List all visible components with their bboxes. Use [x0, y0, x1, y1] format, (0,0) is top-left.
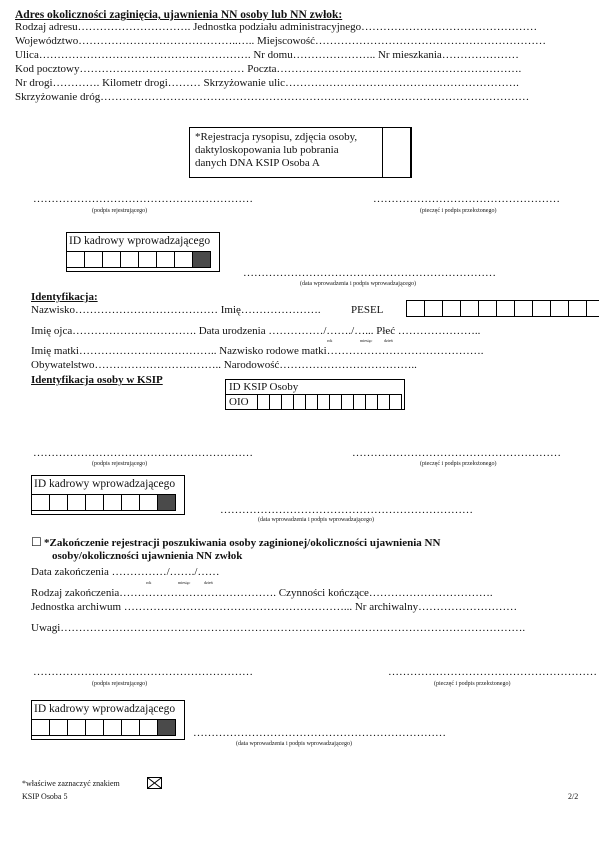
ksip-id-cells[interactable]: [258, 394, 402, 410]
id-box-label: ID kadrowy wprowadzającego: [34, 478, 176, 490]
date-sub-month: miesiąc: [178, 580, 191, 585]
entry-date-label: (data wprowadzenia i podpis wprowadzającego): [258, 517, 374, 523]
oio-label: OIO: [229, 396, 249, 408]
ksip-heading: Identyfikacja osoby w KSIP: [31, 374, 163, 386]
closing-checkbox[interactable]: ☐: [31, 535, 42, 549]
identification-citizenship-row: Obywatelstwo…………………………….. Narodowość………………………………..: [31, 359, 417, 371]
signature-dots-registrar: ……………………………………………………: [33, 447, 253, 459]
address-row-type: Rodzaj adresu…………………………. Jednostka podziału administracyjnego…………………………………………: [15, 21, 538, 33]
page-number: 2/2: [568, 792, 579, 801]
registration-text-1: *Rejestracja rysopisu, zdjęcia osoby,: [195, 131, 358, 143]
date-sub-year: rok: [327, 338, 333, 343]
id-cells[interactable]: [67, 251, 211, 268]
closing-type-row: Rodzaj zakończenia……………………………………. Czynności kończące…………………………….: [31, 587, 493, 599]
closing-remarks-row: Uwagi……………………………………………………………………………………………………………….: [31, 622, 526, 634]
registration-text-2: daktyloskopowania lub pobrania: [195, 144, 339, 156]
footer-note: *właściwe zaznaczyć znakiem: [22, 779, 120, 788]
address-heading: Adres okoliczności zaginięcia, ujawnienia NN osoby lub NN zwłok:: [15, 9, 343, 21]
signature-label-registrar: (podpis rejestrującego): [92, 681, 148, 687]
id-cells[interactable]: [32, 494, 176, 511]
date-sub-day: dzień: [384, 338, 393, 343]
date-sub-month: miesiąc: [360, 338, 373, 343]
entry-date-dots: ……………………………………………………………: [193, 727, 446, 739]
id-box-label: ID kadrowy wprowadzającego: [69, 235, 211, 247]
address-row-voivodeship: Województwo……………………………………..….. Miejscowość………………………………………………………: [15, 35, 547, 47]
form-name: KSIP Osoba 5: [22, 792, 68, 801]
signature-dots-supervisor: ……………………………………………: [373, 193, 560, 205]
signature-label-supervisor: (pieczęć i podpis przełożonego): [420, 461, 497, 467]
address-row-postcode: Kod pocztowy……………………………………… Poczta………………………………………………………….: [15, 63, 522, 75]
signature-label-registrar: (podpis rejestrującego): [92, 461, 148, 467]
x-mark-icon: [147, 777, 162, 789]
closing-archive-row: Jednostka archiwum ……………………………………………………... Nr archiwalny………………………: [31, 601, 518, 613]
identification-heading: Identyfikacja:: [31, 291, 98, 303]
registration-text-3: danych DNA KSIP Osoba A: [195, 157, 320, 169]
registration-checkbox[interactable]: [382, 127, 412, 178]
closing-date-row: Data zakończenia ……………/……./……: [31, 566, 220, 578]
identification-name-row: Nazwisko………………………………… Imię………………….: [31, 304, 321, 316]
entry-date-label: (data wprowadzenia i podpis wprowadzającego): [300, 281, 416, 287]
entry-date-dots: ……………………………………………………………: [243, 267, 496, 279]
identification-mother-row: Imię matki……………………………….. Nazwisko rodowe matki…………………………………….: [31, 345, 484, 357]
id-cells[interactable]: [32, 719, 176, 736]
id-box-label: ID kadrowy wprowadzającego: [34, 703, 176, 715]
closing-title-2: osoby/okoliczności ujawnienia NN zwłok: [52, 550, 243, 562]
signature-dots-supervisor: …………………………………………………: [388, 666, 597, 678]
signature-dots-supervisor: …………………………………………………: [352, 447, 561, 459]
date-sub-day: dzień: [204, 580, 213, 585]
signature-dots-registrar: ……………………………………………………: [33, 193, 253, 205]
signature-label-supervisor: (pieczęć i podpis przełożonego): [420, 208, 497, 214]
address-row-crossroads: Skrzyżowanie dróg………………………………………………………………………………………………………: [15, 91, 530, 103]
signature-label-supervisor: (pieczęć i podpis przełożonego): [434, 681, 511, 687]
entry-date-label: (data wprowadzenia i podpis wprowadzającego): [236, 741, 352, 747]
closing-title-1: *Zakończenie rejestracji poszukiwania osoby zaginionej/okoliczności ujawnienia NN: [44, 537, 441, 549]
address-row-road: Nr drogi…………. Kilometr drogi……… Skrzyżowanie ulic……………………………………………………….: [15, 77, 519, 89]
date-sub-year: rok: [146, 580, 152, 585]
pesel-label: PESEL: [351, 304, 384, 316]
identification-father-row: Imię ojca……………………………. Data urodzenia ……………/……./…... Płeć …………………..: [31, 325, 481, 337]
ksip-box-title: ID KSIP Osoby: [229, 381, 299, 393]
entry-date-dots: ……………………………………………………………: [220, 504, 473, 516]
address-row-street: Ulica…………………………………………………. Nr domu………………….. Nr mieszkania…………………: [15, 49, 519, 61]
pesel-cells[interactable]: [407, 300, 599, 317]
signature-label-registrar: (podpis rejestrującego): [92, 208, 148, 214]
signature-dots-registrar: ……………………………………………………: [33, 666, 253, 678]
